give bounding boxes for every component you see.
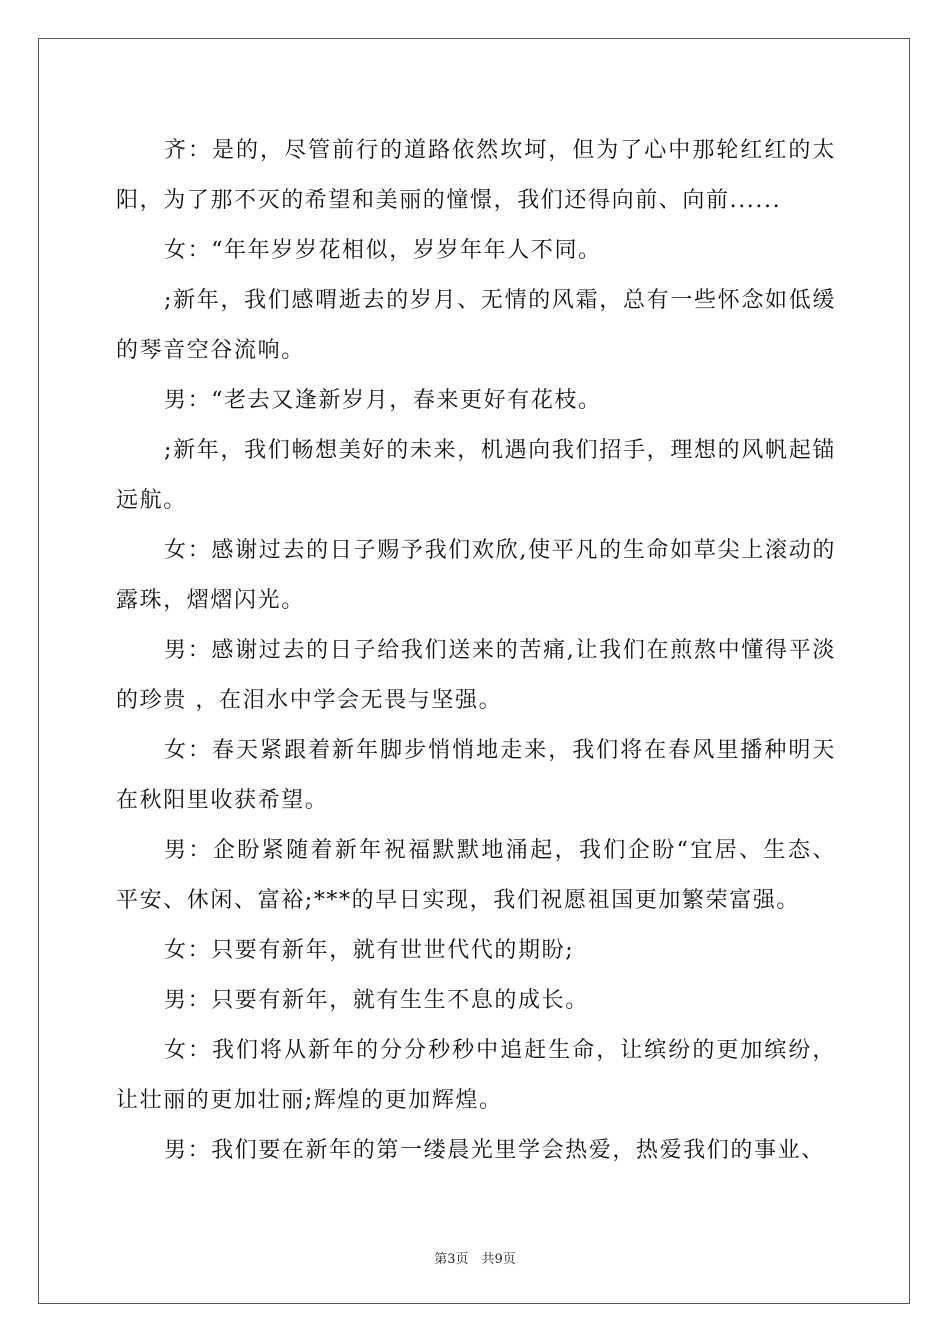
paragraph: 女：“年年岁岁花相似，岁岁年年人不同。	[164, 238, 602, 263]
paragraph: 女：春天紧跟着新年脚步悄悄地走来，我们将在春风里播种明天在秋阳里收获希望。	[116, 738, 836, 813]
paragraph: 男：“老去又逢新岁月，春来更好有花枝。	[164, 388, 602, 413]
paragraph: 齐：是的，尽管前行的道路依然坎坷，但为了心中那轮红红的太阳，为了那不灭的希望和美丽的憧憬，我们还得向前、向前......	[116, 138, 836, 213]
paragraph: 女：感谢过去的日子赐予我们欢欣,使平凡的生命如草尖上滚动的露珠，熠熠闪光。	[116, 538, 836, 613]
paragraph: 女：只要有新年，就有世世代代的期盼;	[164, 938, 575, 963]
paragraph: ;新年，我们畅想美好的未来，机遇向我们招手，理想的风帆起锚远航。	[116, 438, 836, 513]
paragraph: 男：企盼紧随着新年祝福默默地涌起，我们企盼“宜居、生态、平安、休闲、富裕;***的早日实现，我们祝愿祖国更加繁荣富强。	[116, 838, 836, 913]
paragraph: 男：感谢过去的日子给我们送来的苦痛,让我们在煎熬中懂得平淡的珍贵 ，在泪水中学会无畏与坚强。	[116, 638, 836, 713]
paragraph: ;新年，我们感喟逝去的岁月、无情的风霜，总有一些怀念如低缓的琴音空谷流响。	[116, 288, 836, 363]
document-body	[116, 126, 836, 1176]
paragraph: 女：我们将从新年的分分秒秒中追赶生命，让缤纷的更加缤纷，让壮丽的更加壮丽;辉煌的更加辉煌。	[116, 1038, 836, 1113]
page-number-footer: 第3页 共9页	[434, 1252, 516, 1267]
paragraph: 男：只要有新年，就有生生不息的成长。	[164, 988, 589, 1013]
paragraph: 男：我们要在新年的第一缕晨光里学会热爱，热爱我们的事业、	[164, 1138, 825, 1163]
